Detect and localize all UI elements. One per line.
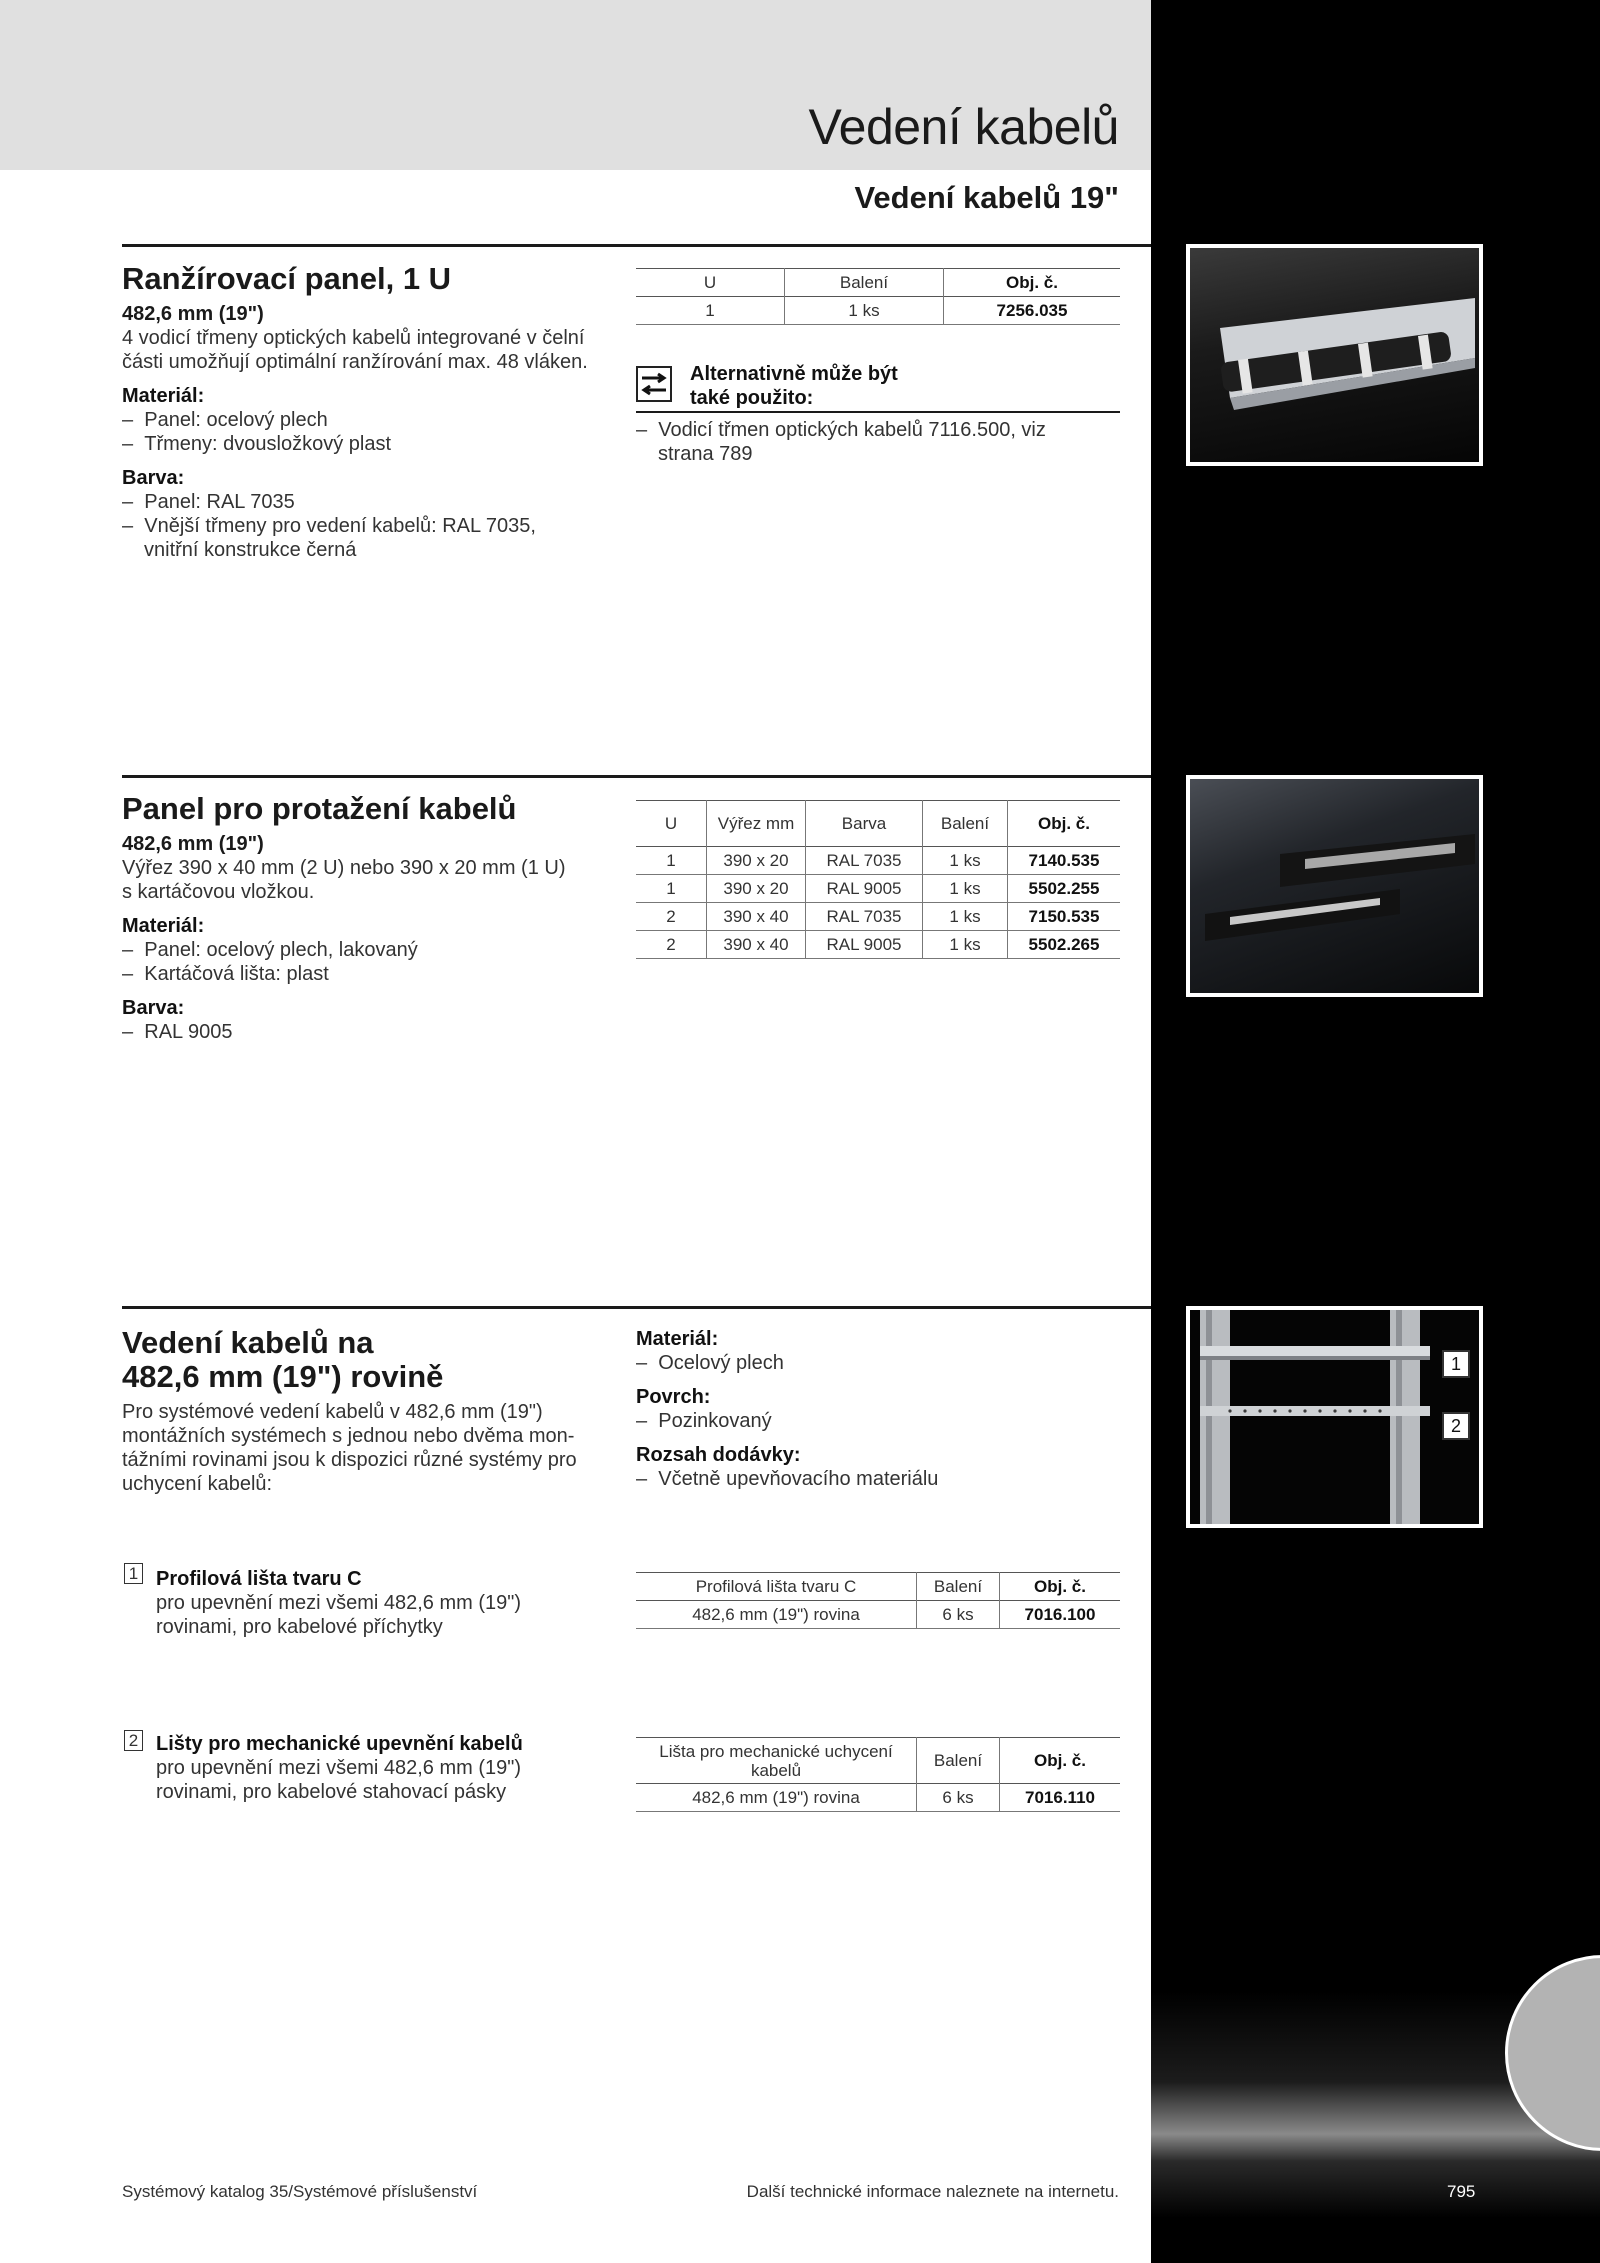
item2-text: Lišty pro mechanické upevnění kabelů pro upevnění mezi všemi 482,6 mm (19") rovinami, pro kabelové stahovací pásky [156, 1732, 616, 1804]
section-rule [122, 1306, 1151, 1309]
table-header: U [703, 272, 717, 292]
product-photo-patch-panel [1186, 244, 1483, 466]
section-description: Pro systémové vedení kabelů v 482,6 mm (19") montážních systémech s jednou nebo dvěma mon- tážními rovinami jsou k dispozici různé systémy pro uchycení kabelů: [122, 1401, 577, 1495]
table-header: Výřez mm [707, 801, 806, 847]
surface-item: – Pozinkovaný [636, 1410, 772, 1432]
table-row: 2 390 x 40 RAL 7035 1 ks 7150.535 [636, 903, 1120, 931]
table-header: Obj. č. [1000, 1573, 1121, 1601]
table-row: 1 390 x 20 RAL 7035 1 ks 7140.535 [636, 847, 1120, 875]
material-item: – Třmeny: dvousložkový plast [122, 433, 392, 455]
color-label: Barva: [122, 997, 185, 1019]
surface-label: Povrch: [636, 1386, 711, 1408]
alternative-title: Alternativně může být také použito: [690, 363, 898, 409]
product-photo-brush-panel [1186, 775, 1483, 997]
table-row: 2 390 x 40 RAL 9005 1 ks 5502.265 [636, 931, 1120, 959]
color-label: Barva: [122, 467, 185, 489]
table-header: Balení [917, 1738, 1000, 1784]
order-table [636, 800, 1120, 959]
page-title: Vedení kabelů [808, 99, 1119, 155]
description-line: s kartáčovou vložkou. [122, 881, 315, 903]
color-item: – RAL 9005 [122, 1021, 233, 1043]
table-header: U [664, 813, 678, 833]
material-label: Materiál: [122, 385, 205, 407]
table-header: Barva [806, 801, 923, 847]
item-number: 2 [124, 1730, 143, 1751]
material-item: – Panel: ocelový plech, lakovaný [122, 939, 418, 961]
scope-item: – Včetně upevňovacího materiálu [636, 1468, 939, 1490]
description-line: Výřez 390 x 40 mm (2 U) nebo 390 x 20 mm (1 U) [122, 857, 566, 879]
material-item: – Kartáčová lišta: plast [122, 963, 329, 985]
table-row: 482,6 mm (19") rovina 6 ks 7016.110 [636, 1784, 1120, 1812]
product-photo-rails [1186, 1306, 1483, 1528]
callout-1: 1 [1442, 1350, 1470, 1378]
section3-specs [636, 1327, 1116, 1491]
callout-2: 2 [1442, 1412, 1470, 1440]
item-title: Lišty pro mechanické upevnění kabelů [156, 1733, 523, 1755]
table-header: Balení [917, 1573, 1000, 1601]
page-subtitle: Vedení kabelů 19" [854, 180, 1119, 215]
alternative-rule [636, 411, 1120, 413]
table-row: 482,6 mm (19") rovina 6 ks 7016.100 [636, 1601, 1120, 1629]
table-header: Obj. č. [1000, 1738, 1121, 1784]
table-header: Obj. č. [1008, 801, 1121, 847]
footer-catalog: Systémový katalog 35/Systémové příslušenství [122, 2182, 478, 2201]
description-line: části umožňují optimální ranžírování max. 48 vláken. [122, 351, 588, 373]
material-label: Materiál: [636, 1328, 719, 1350]
material-label: Materiál: [122, 915, 205, 937]
table-row: 1 1 ks 7256.035 [636, 297, 1120, 325]
section-rule [122, 244, 1151, 247]
item-title: Profilová lišta tvaru C [156, 1568, 362, 1590]
material-item: – Panel: ocelový plech [122, 409, 328, 431]
scope-label: Rozsah dodávky: [636, 1444, 801, 1466]
size-label: 482,6 mm (19") [122, 303, 264, 325]
table-header: Balení [785, 269, 944, 297]
table-header: Profilová lišta tvaru C [695, 1576, 857, 1596]
table-row: 1 390 x 20 RAL 9005 1 ks 5502.255 [636, 875, 1120, 903]
order-table [636, 1737, 1120, 1812]
item1-text: Profilová lišta tvaru C pro upevnění mezi všemi 482,6 mm (19") rovinami, pro kabelové příchytky [156, 1567, 616, 1639]
footer-info: Další technické informace naleznete na internetu. [746, 2182, 1119, 2201]
order-table [636, 268, 1120, 325]
color-item: – Panel: RAL 7035 [122, 491, 295, 513]
section-title: Panel pro protažení kabelů [122, 791, 517, 826]
color-item: – Vnější třmeny pro vedení kabelů: RAL 7035, vnitřní konstrukce černá [122, 515, 536, 561]
swap-arrows-icon [636, 366, 672, 402]
order-table [636, 1572, 1120, 1629]
page-number: 795 [1447, 2182, 1476, 2201]
alternative-item: – Vodicí třmen optických kabelů 7116.500, viz strana 789 [636, 419, 1046, 465]
material-item: – Ocelový plech [636, 1352, 784, 1374]
description-line: 4 vodicí třmeny optických kabelů integrované v čelní [122, 327, 585, 349]
table-header: Obj. č. [944, 269, 1121, 297]
section-title: Ranžírovací panel, 1 U [122, 261, 452, 296]
section-rule [122, 775, 1151, 778]
section-title: Vedení kabelů na 482,6 mm (19") rovině [122, 1325, 444, 1394]
section2-text [122, 792, 622, 1044]
section1-text [122, 262, 622, 562]
table-header: Lišta pro mechanické uchycení kabelů [659, 1741, 893, 1780]
table-header: Balení [923, 801, 1008, 847]
size-label: 482,6 mm (19") [122, 833, 264, 855]
section3-text [122, 1326, 622, 1496]
item-number: 1 [124, 1563, 143, 1584]
